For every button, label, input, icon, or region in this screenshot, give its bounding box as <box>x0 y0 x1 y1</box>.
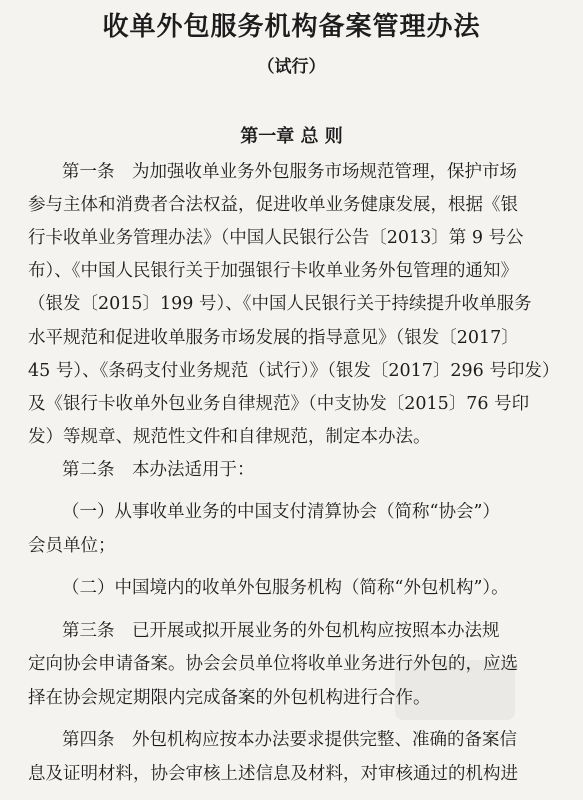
body-line: 息及证明材料，协会审核上述信息及材料，对审核通过的机构进 <box>28 764 518 784</box>
body-line: 第一条 为加强收单业务外包服务市场规范管理，保护市场 <box>62 162 517 182</box>
chapter-title: 第一章 总 则 <box>240 126 343 147</box>
body-line: 及《银行卡收单外包业务自律规范》（中支协发〔2015〕76 号印 <box>28 394 530 414</box>
body-line: （一）从事收单业务的中国支付清算协会（简称“协会”） <box>62 502 500 522</box>
body-line: 第二条 本办法适用于： <box>62 460 255 480</box>
body-line: 定向协会申请备案。协会会员单位将收单业务进行外包的，应选 <box>28 654 518 674</box>
body-line: 第三条 已开展或拟开展业务的外包机构应按照本办法规 <box>62 621 500 641</box>
body-line: 发）等规章、规范性文件和自律规范，制定本办法。 <box>28 427 431 447</box>
body-line: （二）中国境内的收单外包服务机构（简称“外包机构”）。 <box>62 578 509 598</box>
body-line: 行卡收单业务管理办法》（中国人民银行公告〔2013〕第 9 号公 <box>28 228 524 248</box>
body-line: 择在协会规定期限内完成备案的外包机构进行合作。 <box>28 688 431 708</box>
body-line: 水平规范和促进收单服务市场发展的指导意见》（银发〔2017〕 <box>28 328 519 348</box>
body-line: 参与主体和消费者合法权益，促进收单业务健康发展，根据《银 <box>28 195 518 215</box>
body-line: （银发〔2015〕199 号）、《中国人民银行关于持续提升收单服务 <box>28 294 532 314</box>
document-subtitle: （试行） <box>257 57 326 77</box>
document-title: 收单外包服务机构备案管理办法 <box>102 12 481 42</box>
body-line: 第四条 外包机构应按本办法要求提供完整、准确的备案信 <box>62 730 517 750</box>
body-line: 45 号）、《条码支付业务规范（试行）》（银发〔2017〕296 号印发） <box>28 361 560 381</box>
body-line: 布）、《中国人民银行关于加强银行卡收单业务外包管理的通知》 <box>28 261 518 281</box>
body-line: 会员单位； <box>28 536 116 556</box>
